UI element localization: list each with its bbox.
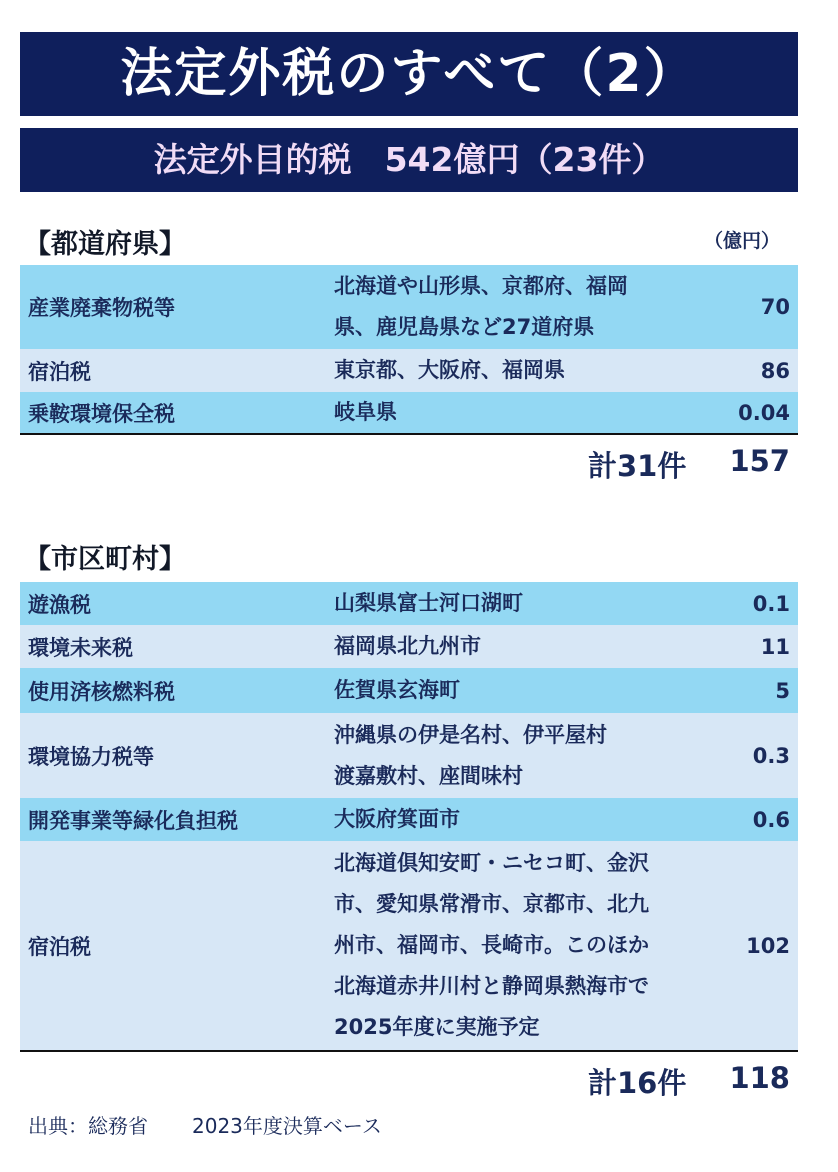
tax-name: 宿泊税 (20, 841, 326, 1050)
municipality-heading: 【市区町村】 (24, 544, 186, 575)
tax-name: 遊漁税 (20, 582, 326, 625)
unit-label: （億円） (703, 230, 780, 252)
tax-name: 宿泊税 (20, 349, 326, 392)
divider (20, 1050, 798, 1052)
prefecture-total-value: 157 (729, 444, 790, 478)
tax-region: 岐阜県 (326, 392, 712, 433)
tax-amount: 86 (712, 349, 798, 392)
tax-amount: 0.04 (712, 392, 798, 433)
tax-name: 使用済核燃料税 (20, 668, 326, 713)
table-row (20, 349, 798, 392)
municipality-total-value: 118 (729, 1061, 790, 1095)
tax-region: 大阪府箕面市 (326, 798, 712, 841)
page-title: 法定外税のすべて（2） (20, 32, 798, 116)
source-note (28, 1110, 382, 1139)
tax-name: 開発事業等緑化負担税 (20, 798, 326, 841)
prefecture-heading: 【都道府県】 (24, 229, 186, 260)
municipality-total-label: 計16件 (588, 1066, 687, 1100)
tax-amount: 0.6 (712, 798, 798, 841)
divider (20, 433, 798, 435)
tax-name: 乗鞍環境保全税 (20, 392, 326, 433)
tax-amount: 5 (712, 668, 798, 713)
tax-amount: 70 (712, 265, 798, 349)
tax-name: 環境協力税等 (20, 713, 326, 798)
table-row (20, 582, 798, 625)
tax-name: 産業廃棄物税等 (20, 265, 326, 349)
tax-name: 環境未来税 (20, 625, 326, 668)
tax-amount: 0.1 (712, 582, 798, 625)
tax-amount: 11 (712, 625, 798, 668)
table-row (20, 392, 798, 433)
tax-region: 北海道や山形県、京都府、福岡 県、鹿児島県など27道府県 (326, 265, 712, 349)
tax-region: 福岡県北九州市 (326, 625, 712, 668)
table-row (20, 668, 798, 713)
tax-region: 佐賀県玄海町 (326, 668, 712, 713)
prefecture-total-label: 計31件 (588, 449, 687, 483)
table-row (20, 265, 798, 349)
table-row (20, 798, 798, 841)
page-subtitle: 法定外目的税 542億円（23件） (20, 128, 798, 192)
source-label: 出典：総務省 (28, 1114, 148, 1138)
tax-region: 東京都、大阪府、福岡県 (326, 349, 712, 392)
tax-region: 北海道倶知安町・ニセコ町、金沢 市、愛知県常滑市、京都市、北九 州市、福岡市、長崎市。このほか 北海道赤井川村と静岡県熱海市で 2025年度に実施予定 (326, 841, 712, 1050)
table-row (20, 841, 798, 1050)
tax-amount: 102 (712, 841, 798, 1050)
table-row (20, 713, 798, 798)
source-basis: 2023年度決算ベース (192, 1114, 382, 1138)
table-row (20, 625, 798, 668)
tax-region: 山梨県富士河口湖町 (326, 582, 712, 625)
prefecture-table (20, 265, 798, 433)
tax-region: 沖縄県の伊是名村、伊平屋村 渡嘉敷村、座間味村 (326, 713, 712, 798)
tax-amount: 0.3 (712, 713, 798, 798)
municipality-table (20, 582, 798, 1050)
